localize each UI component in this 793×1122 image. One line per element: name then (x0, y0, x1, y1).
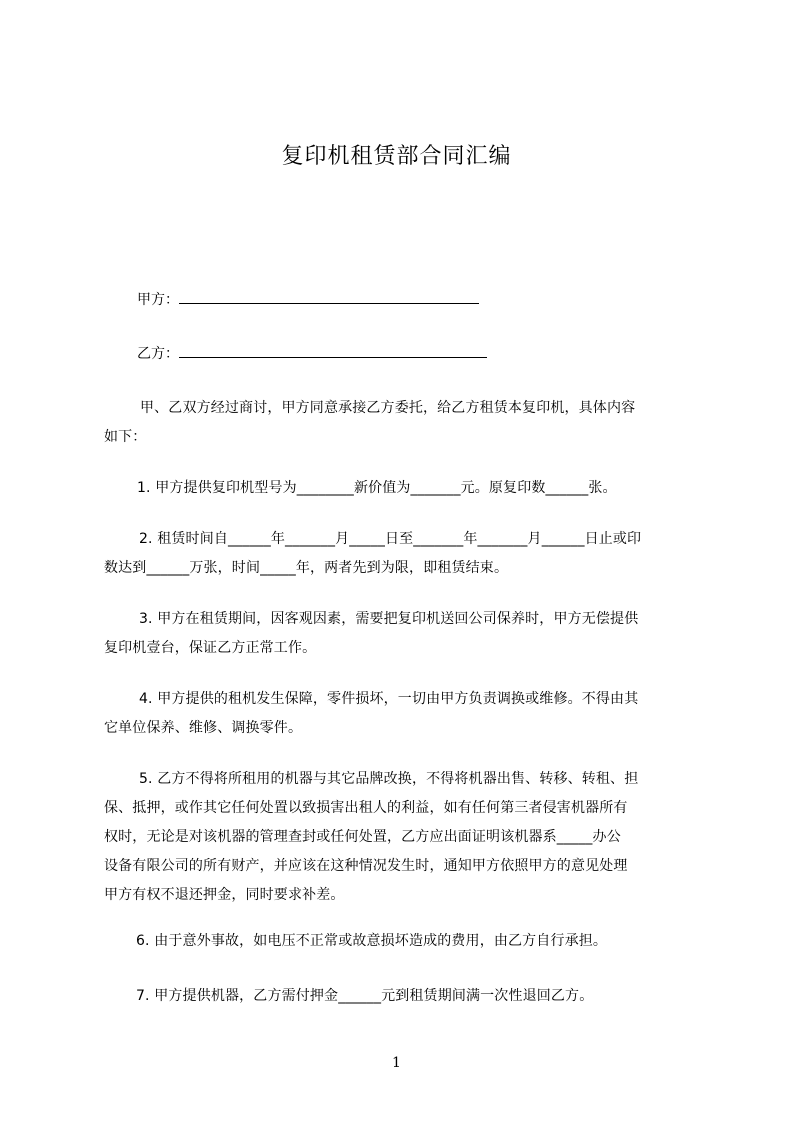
text-line: 4. 甲方提供的租机发生保障，零件损坏，一切由甲方负责调换或维修。不得由其 (139, 691, 639, 707)
text-line: 保、抵押，或作其它任何处置以致损害出租人的利益，如有任何第三者侵害机器所有 (104, 800, 628, 816)
text-line: 6. 由于意外事故，如电压不正常或故意损坏造成的费用，由乙方自行承担。 (136, 933, 608, 949)
text-line: 甲方有权不退还押金，同时要求补差。 (104, 887, 345, 903)
intro-paragraph (104, 394, 702, 452)
text-line: 5. 乙方不得将所租用的机器与其它品牌改换，不得将机器出售、转移、转租、担 (139, 771, 639, 787)
text-line: 甲、乙双方经过商讨，甲方同意承接乙方委托，给乙方租赁本复印机，具体内容 (140, 400, 636, 416)
text-line: 设备有限公司的所有财产，并应该在这种情况发生时，通知甲方依照甲方的意见处理 (104, 858, 628, 874)
clause-1 (104, 474, 702, 503)
party-a-label: 甲方： (137, 292, 179, 308)
clause-5 (104, 765, 702, 910)
text-line: 3. 甲方在租赁期间，因客观因素，需要把复印机送回公司保养时，甲方无偿提供 (139, 611, 639, 627)
text-line: 1. 甲方提供复印机型号为________新价值为_______元。原复印数______张。 (137, 480, 617, 496)
party-b-blank (179, 345, 487, 358)
clause-7 (104, 982, 702, 1011)
text-line: 权时，无论是对该机器的管理查封或任何处置，乙方应出面证明该机器系_____办公 (104, 829, 621, 845)
clause-3 (104, 605, 702, 663)
page-number: 1 (392, 1055, 401, 1071)
clause-2 (104, 525, 702, 583)
text-line: 数达到______万张，时间_____年，两者先到为限，即租赁结束。 (104, 560, 509, 576)
text-line: 复印机壹台，保证乙方正常工作。 (104, 640, 317, 656)
text-line: 7. 甲方提供机器，乙方需付押金______元到租赁期间满一次性退回乙方。 (136, 988, 594, 1004)
page-title: 复印机租赁部合同汇编 (281, 144, 512, 169)
text-line: 它单位保养、维修、调换零件。 (104, 720, 303, 736)
party-b-row (137, 344, 487, 364)
text-line: 如下： (104, 429, 147, 445)
text-line: 2. 租赁时间自______年_______月_____日至_______年_______月______日止或印 (139, 531, 642, 547)
party-a-blank (179, 291, 479, 304)
party-b-label: 乙方： (137, 346, 179, 362)
clause-6 (104, 927, 702, 956)
party-a-row (137, 290, 479, 310)
clause-4 (104, 685, 702, 743)
